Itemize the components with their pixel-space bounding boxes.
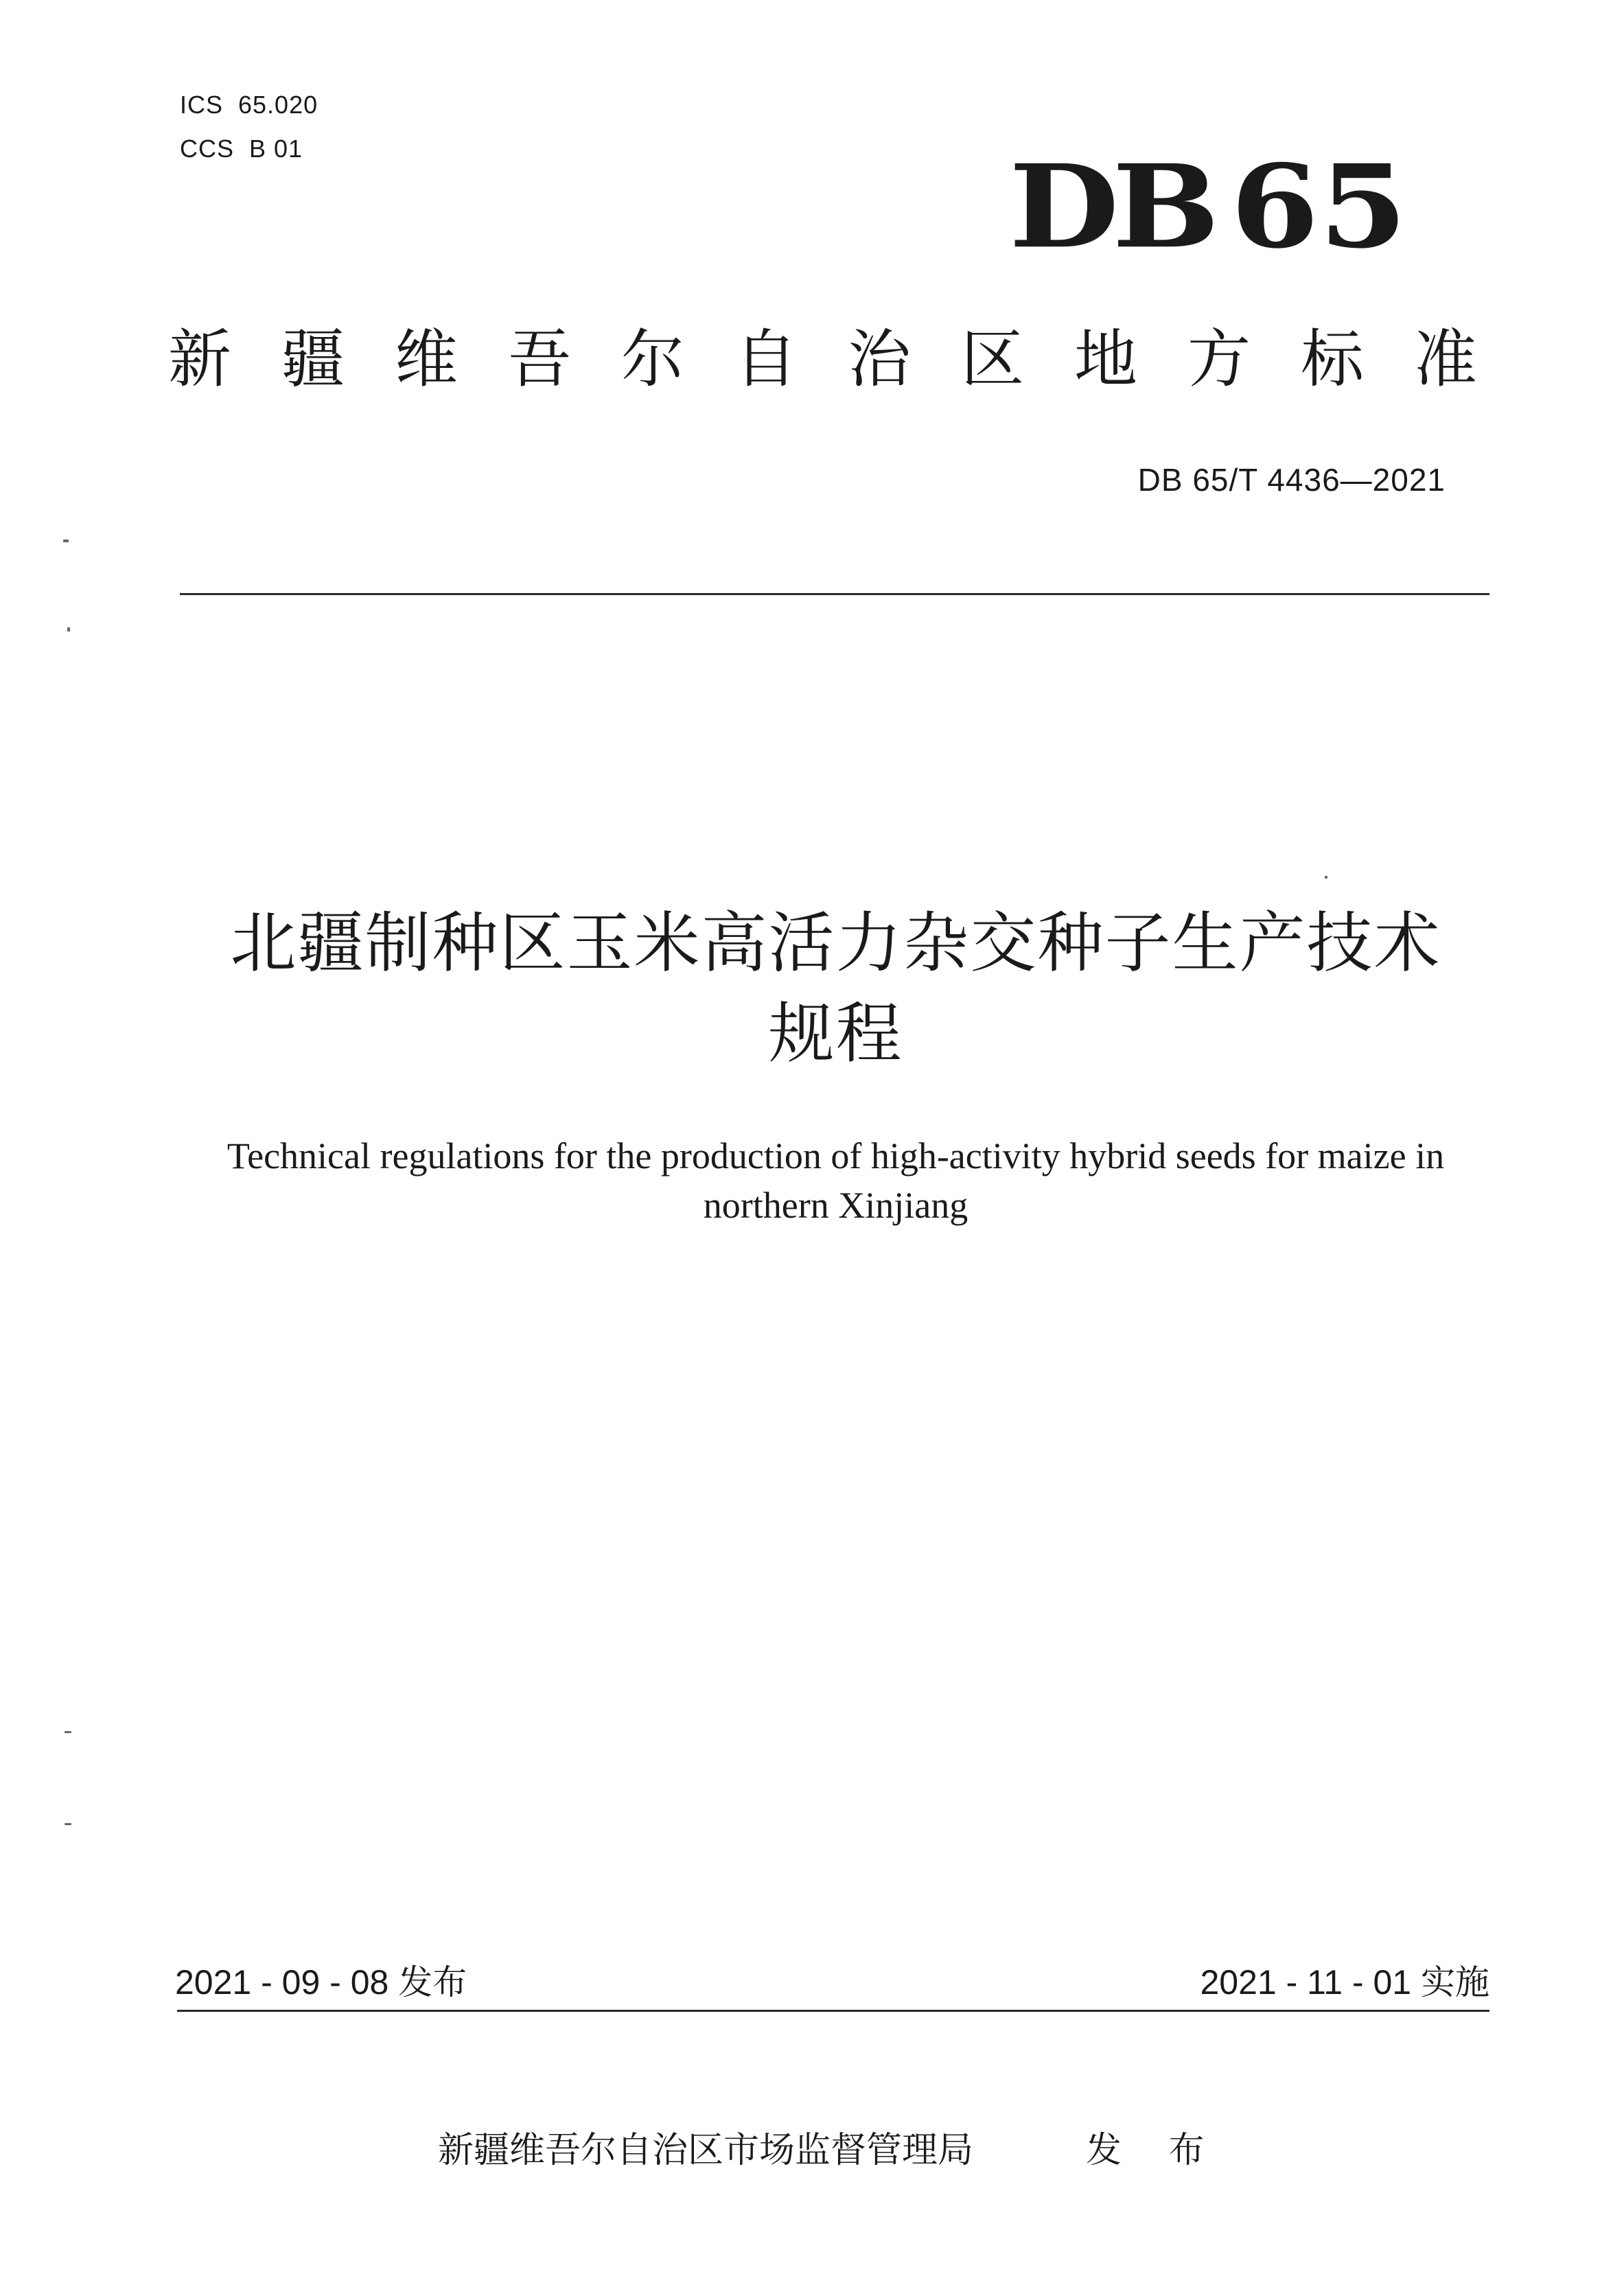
ccs-classification [180, 135, 303, 163]
title-english-line-2: northern Xinjiang [703, 1185, 968, 1226]
standard-number: DB 65/T 4436—2021 [1137, 462, 1446, 498]
title-english [172, 1131, 1500, 1230]
title-chinese-line-2: 规程 [768, 995, 903, 1072]
standard-mark-region-code: 65 [1230, 139, 1408, 274]
ics-label: ICS [180, 91, 224, 119]
ccs-code: B 01 [249, 135, 303, 163]
issue-date: 2021 - 09 - 08 发布 [175, 1963, 467, 2002]
publisher-name: 新疆维吾尔自治区市场监督管理局 [438, 2130, 974, 2171]
title-chinese-line-1: 北疆制种区玉米高活力杂交种子生产技术 [230, 905, 1441, 982]
standard-mark [1009, 139, 1408, 274]
scan-speck [63, 540, 69, 542]
scan-speck [1325, 876, 1327, 879]
scan-speck [65, 1731, 71, 1733]
scan-speck [67, 627, 70, 631]
ics-code: 65.020 [238, 91, 318, 119]
title-chinese [137, 898, 1534, 1079]
ics-classification [180, 91, 318, 119]
standard-type-heading: 新疆维吾尔自治区地方标准 [168, 323, 1528, 396]
scan-speck [65, 1823, 71, 1825]
publish-action: 发 布 [1086, 2130, 1222, 2171]
header-divider [180, 593, 1489, 595]
standard-mark-prefix: DB [1009, 139, 1213, 274]
ccs-label: CCS [180, 135, 235, 163]
title-english-line-1: Technical regulations for the production of high-activity hybrid seeds for maize in [227, 1135, 1445, 1176]
implementation-date: 2021 - 11 - 01 实施 [1200, 1963, 1489, 2002]
footer-divider [177, 2010, 1489, 2012]
